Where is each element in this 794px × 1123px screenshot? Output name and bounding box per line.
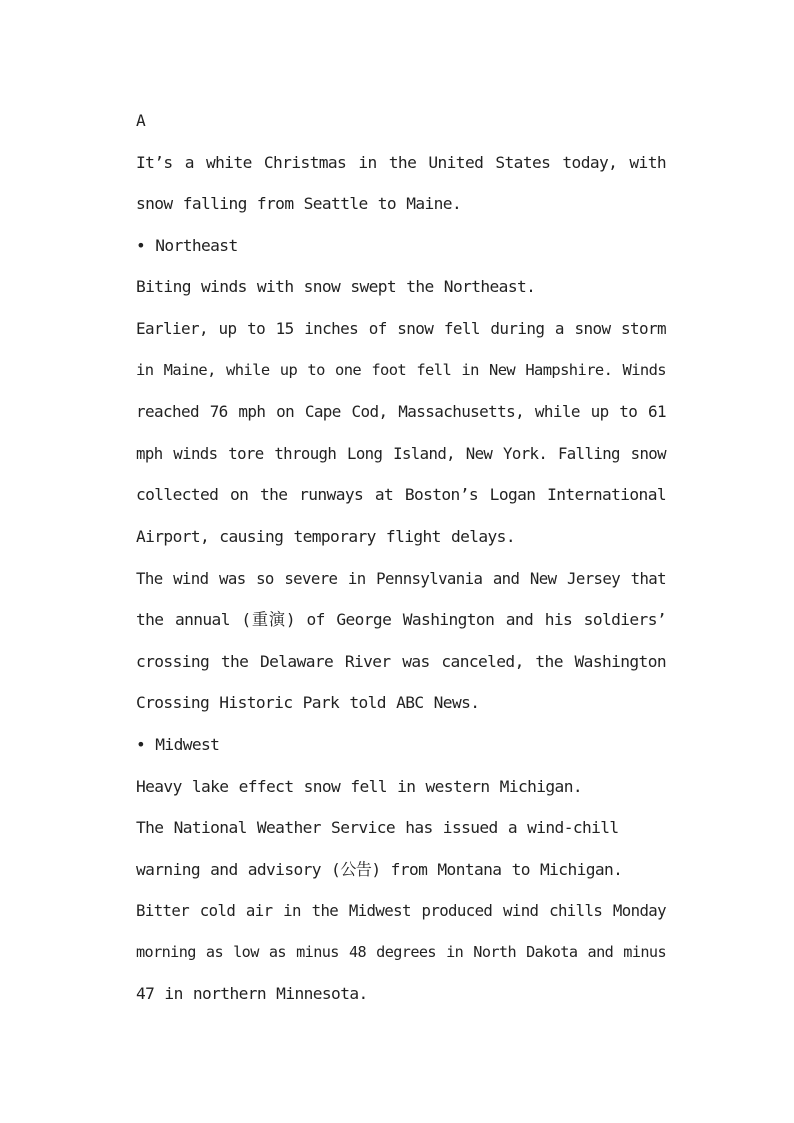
text-line: Earlier, up to 15 inches of snow fell during a snow storm — [136, 318, 666, 338]
text-line: The National Weather Service has issued a wind-chill — [136, 818, 619, 838]
text-line: warning and advisory (公告) from Montana to Michigan. — [136, 859, 623, 879]
text-line: in Maine, while up to one foot fell in New Hampshire. Winds — [136, 360, 666, 379]
text-line: Bitter cold air in the Midwest produced wind chills Monday — [136, 901, 666, 921]
text-line: The wind was so severe in Pennsylvania and New Jersey that — [136, 568, 666, 588]
text-line: reached 76 mph on Cape Cod, Massachusetts, while up to 61 — [136, 402, 666, 422]
text-line: the annual (重演) of George Washington and his soldiers’ — [136, 610, 666, 630]
text-line: collected on the runways at Boston’s Logan International — [136, 485, 666, 505]
text-line: morning as low as minus 48 degrees in North Dakota and minus — [136, 942, 666, 961]
section-letter: A — [136, 111, 146, 130]
subheading-northeast: • Northeast — [136, 235, 238, 255]
text-line: Heavy lake effect snow fell in western Michigan. — [136, 776, 582, 796]
text-line: Crossing Historic Park told ABC News. — [136, 693, 480, 713]
text-line: crossing the Delaware River was canceled, the Washington — [136, 651, 666, 671]
text-line: snow falling from Seattle to Maine. — [136, 194, 462, 214]
text-line: 47 in northern Minnesota. — [136, 984, 368, 1004]
subheading-midwest: • Midwest — [136, 734, 220, 754]
text-line: Biting winds with snow swept the Northeast. — [136, 277, 536, 297]
document-body — [136, 100, 666, 1015]
text-line: mph winds tore through Long Island, New York. Falling snow — [136, 443, 666, 463]
text-line: It’s a white Christmas in the United States today, with — [136, 152, 666, 172]
text-line: Airport, causing temporary flight delays. — [136, 526, 515, 546]
